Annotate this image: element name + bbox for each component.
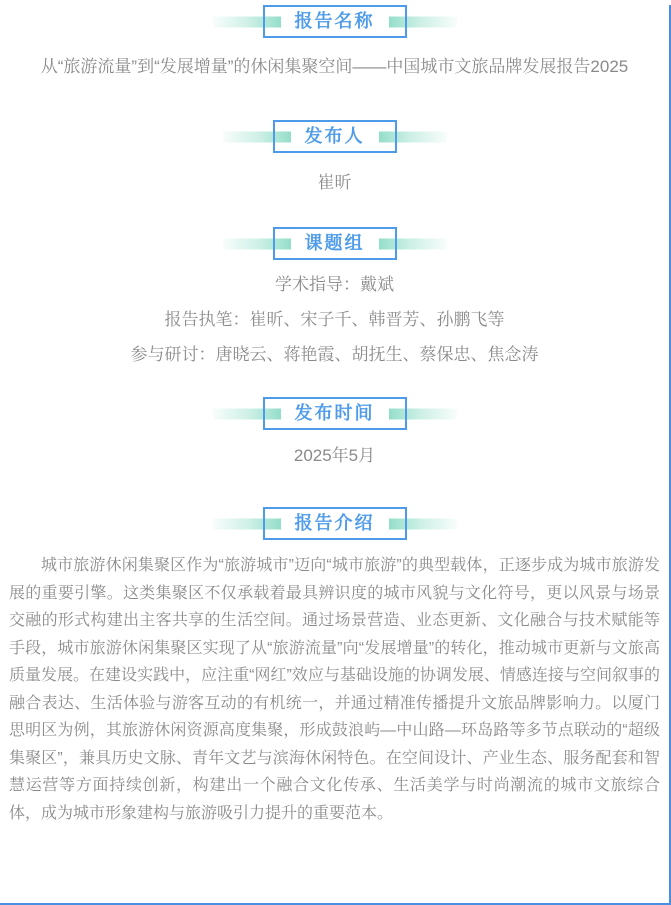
intro-paragraph: 城市旅游休闲集聚区作为“旅游城市”迈向“城市旅游”的典型载体，正逐步成为城市旅游发展的重要引擎。这类集聚区不仅承载着最具辨识度的城市风貌与文化符号，更以风景与场景交融的形式构建出主客共享的生活空间。通过场景营造、业态更新、文化融合与技术赋能等手段，城市旅游休闲集聚区实现了从“旅游流量”向“发展增量”的转化，推动城市更新与文旅高质量发展。在建设实践中，应注重“网红”效应与基础设施的协调发展、情感连接与空间叙事的融合表达、生活体验与游客互动的有机统一，并通过精准传播提升文旅品牌影响力。以厦门思明区为例，其旅游休闲资源高度集聚，形成鼓浪屿—中山路—环岛路等多节点联动的“超级集聚区”，兼具历史文脉、青年文艺与滨海休闲特色。在空间设计、产业生态、服务配套和智慧运营等方面持续创新，构建出一个融合文化传承、生活美学与时尚潮流的城市文旅综合体，成为城市形象建构与旅游吸引力提升的重要范本。 (9, 557, 660, 822)
intro-label: 报告介绍 (263, 507, 407, 540)
report-name-badge (263, 5, 407, 38)
team-line-academic-advisor: 学术指导：戴斌 (275, 275, 394, 294)
report-info-page (0, 5, 671, 905)
team-members-block (0, 267, 669, 372)
section-header-report-name (0, 5, 669, 38)
publisher-label: 发布人 (273, 120, 397, 153)
section-header-release-date (0, 397, 669, 430)
report-name-label: 报告名称 (263, 5, 407, 38)
release-date-label: 发布时间 (263, 397, 407, 430)
intro-badge (263, 507, 407, 540)
publisher-badge (273, 120, 397, 153)
team-line-authors: 报告执笔：崔昕、宋子千、韩晋芳、孙鹏飞等 (164, 310, 505, 329)
report-title-text: 从“旅游流量”到“发展增量”的休闲集聚空间——中国城市文旅品牌发展报告2025 (40, 57, 629, 76)
release-date-badge (263, 397, 407, 430)
section-header-intro (0, 507, 669, 540)
team-line-participants: 参与研讨：唐晓云、蒋艳霞、胡抚生、蔡保忠、焦念涛 (130, 345, 539, 364)
section-header-team (0, 227, 669, 260)
team-label: 课题组 (273, 227, 397, 260)
section-header-publisher (0, 120, 669, 153)
team-badge (273, 227, 397, 260)
publisher-name-text: 崔昕 (317, 173, 352, 192)
release-date-text: 2025年5月 (293, 446, 376, 465)
